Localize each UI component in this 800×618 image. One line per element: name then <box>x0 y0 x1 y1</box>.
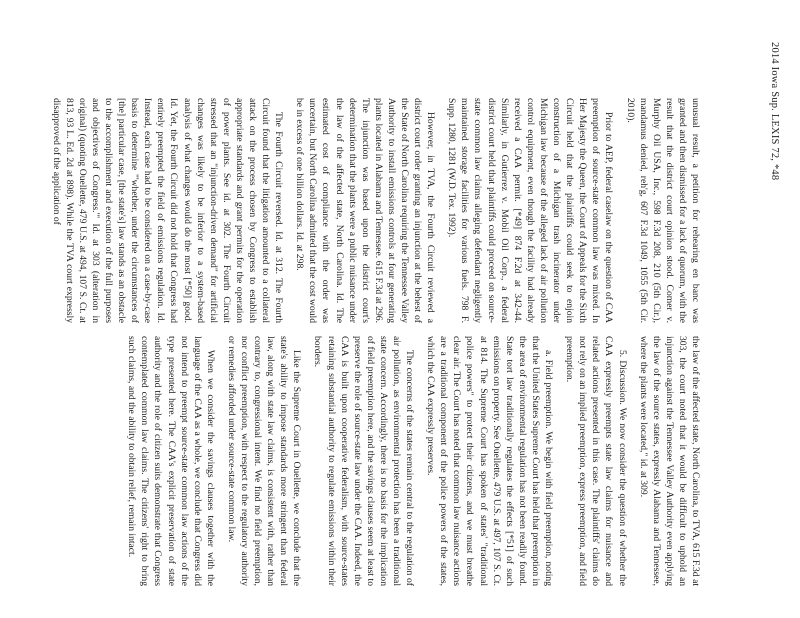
paragraph: When we consider the savings clauses together with the language of the CAA as a whole, we conclude that Congress did not intend to preempt source-state common law actions of the type presented here. The CAA's explicit preservation of state authority and the role of citizen suits demonstrate that Congress contemplated common law claims. The citizens' right to bring such claims, and the ability to obtain relief, remain intact. <box>126 336 216 586</box>
left-column <box>42 98 703 323</box>
paragraph: 5. Discussion. We now consider the question of whether the CAA expressly preempts state law claims for nuisance and related actions presented in this case. The plaintiffs' claims do not rely on an implied preemption, express preemption, and field preemption. <box>564 336 628 586</box>
paragraph: Prior to AEP, federal caselaw on the question of CAA preemption of source-state common law was mixed. In Her Majesty the Queen, the Court of Appeals for the Sixth Circuit held that the plaintiffs could seek to enjoin construction of a Michigan trash incinerator under Michigan law because of the alleged lack of air pollution control equipment, even though the facility had already received a CAA permit. [*49] 874 F.2d at 342-44. Similarly, in Gutierrez v. Mobil Oil Corp., a federal district court held that plaintiffs could proceed on source-state common law claims alleging defendant negligently maintained storage facilities for various fuels. 798 F. Supp. 1280, 1281 (W.D. Tex. 1992). <box>446 98 615 323</box>
paragraph: However, in TVA, the Fourth Circuit reviewed a district court order granting an injunction at the behest of the State of North Carolina requiring the Tennessee Valley Authority to install emissions controls at four generating plants located in Alabama and Tennessee. 615 F.3d at 296. The injunction was based upon the district court's determination that the plants were a public nuisance under the law of the affected state, North Carolina. Id. The estimated cost of compliance with the order was uncertain, but North Carolina admitted that the cost would be in excess of one billion dollars. Id. at 298. <box>294 98 437 323</box>
paragraph: unusual result, a petition for rehearing en banc was granted and then dismissed for a lack of quorum, with the result that the district court opinion stood. Comer v. Murphy Oil USA, Inc., 598 F.3d 208, 210 (5th Cir.), mandamus denied, reh'g, 607 F.3d 1049, 1055 (5th Cir. 2010). <box>624 98 701 323</box>
right-column <box>117 336 702 586</box>
paragraph: Like the Supreme Court in Ouellette, we conclude that the state's ability to impose standards more stringent than federal law, along with state law claims, is consistent with, rather than contrary to, congressional intent. We find no field preemption, nor conflict preemption, with respect to the regulatory authority or remedies afforded under source-state common law. <box>225 336 303 586</box>
paragraph: the law of the affected state, North Carolina, to TVA, 615 F.3d at 303, the court noted that it would be difficult to uphold an injunction against the Tennessee Valley Authority even applying the law of the source states, expressly Alabama and Tennessee, where the plants were located," id. at 309. <box>637 336 701 586</box>
paragraph: The Fourth Circuit reversed. Id. at 312. The Fourth Circuit found that the litigation amounted to a collateral attack on the process chosen by Congress to establish appropriate standards and grant permits for the operation of power plants. See id. at 302. The Fourth Circuit stressed that an "injunction-driven demand" for artificial changes was likely to be inferior to a system-based analysis of what changes would do the most [*50] good. Id. Yet, the Fourth Circuit did not hold that Congress had entirely preempted the field of emissions regulation. Id. Instead, each case had to be considered on a case-by-case basis to determine "'whether, under the circumstances of [the] particular case, [the state's] law stands as an obstacle to the accomplishment and execution of the full purposes and objectives of Congress.'" Id. at 303 (alteration in original) (quoting Ouellette, 479 U.S. at 494, 107 S. Ct. at 813, 93 L. Ed. 2d at 898). While the TVA court expressly disapproved of the application of <box>50 98 285 323</box>
paragraph: a. Field preemption. We begin with field preemption, noting that the United States Supreme Court has held that preemption in the area of environmental regulation has not been readily found. State tort law traditionally regulates the effects [*51] of such emissions on property. See Ouellette, 479 U.S. at 497, 107 S. Ct. at 814. The Supreme Court has spoken of states' "traditional police powers" to protect their citizens, and we must breathe clear air. The Court has noted that common law nuisance actions are a traditional component of the police powers of the states, which the CAA expressly preserves. <box>425 336 555 586</box>
running-header: 2014 Iowa Sup. LEXIS 72, *48 <box>769 42 780 181</box>
paragraph: The concerns of the states remain central to the regulation of air pollution, as environmental protection has been a traditional state concern. Accordingly, there is no basis for the implication of field preemption here, and the savings clauses seem at least to preserve the role of source-state law under the CAA. Indeed, the CAA is built upon cooperative federalism, with source-states retaining substantial authority to regulate emissions within their borders. <box>312 336 416 586</box>
